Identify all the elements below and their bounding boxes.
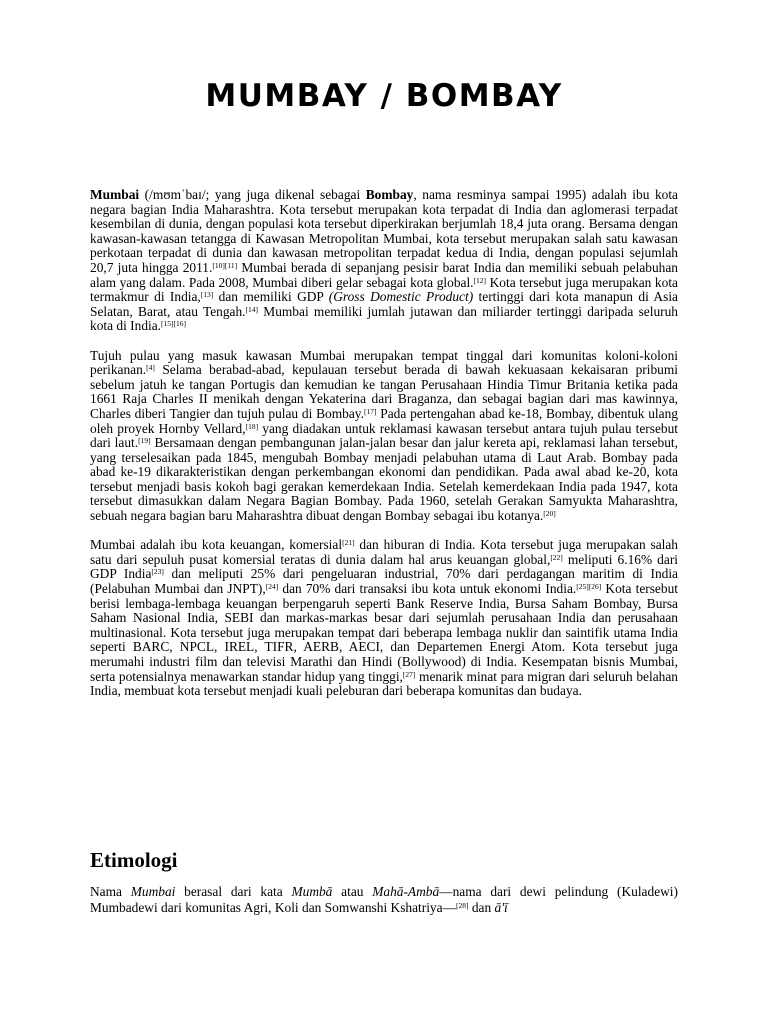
page-title: MUMBAY / BOMBAY <box>205 78 563 114</box>
citation-link[interactable]: [27] <box>402 669 416 679</box>
economy-paragraph: Mumbai adalah ibu kota keuangan, komersial[21] dan hiburan di India. Kota tersebut juga merupakan salah satu dari sepuluh pusat komersial teratas di dunia dalam hal arus keuangan global,[22] meliputi 6.16% dari GDP India[23] dan meliputi 25% dari pengeluaran industrial, 70% dari perdagangan maritim di India (Pelabuhan Mumbai dan JNPT),[24] dan 70% dari transaksi ibu kota untuk ekonomi India.[25][26] Kota tersebut berisi lembaga-lembaga keuangan berpengaruh seperti Bank Reserve India, Bursa Saham Bombay, Bursa Saham Nasional India, SEBI dan markas-markas besar dari sejumlah perusahaan India dan perusahaan multinasional. Kota tersebut juga merupakan tempat dari beberapa lembaga nuklir dan saintifik utama India seperti BARC, NPCL, IREL, TIFR, AERB, AECI, dan Departemen Energi Atom. Kota tersebut juga merumahi industri film dan televisi Marathi dan Hindi (Bollywood) di India. Kesempatan bisnis Mumbai, serta potensialnya menawarkan standar hidup yang tinggi,[27] menarik minat para migran dari seluruh belahan India, membuat kota tersebut menjadi kuali peleburan dari beberapa komunitas dan budaya. <box>90 537 679 699</box>
citation-link[interactable]: [22] <box>550 552 563 562</box>
citation-link[interactable]: [18] <box>245 421 259 431</box>
article-body <box>90 188 678 713</box>
citation-link[interactable]: [28] <box>455 901 469 910</box>
bold-term: Mumbai <box>90 187 140 202</box>
citation-link[interactable]: [21] <box>342 538 355 548</box>
citation-link[interactable]: [19] <box>138 436 151 446</box>
bold-term: Bombay <box>365 187 414 202</box>
citation-link[interactable]: [14] <box>245 304 259 314</box>
citation-link[interactable]: [17] <box>363 406 377 416</box>
italic-term: Mahā-Ambā <box>372 884 440 899</box>
italic-term: Mumbā <box>291 884 333 899</box>
etymology-paragraph: Nama Mumbai berasal dari kata Mumbā atau Mahā-Ambā—nama dari dewi pelindung (Kuladewi) Mumbadewi dari komunitas Agri, Koli dan Somwanshi Kshatriya—[28] dan ā'ī <box>90 884 678 915</box>
section-heading-etimologi: Etimologi <box>90 848 178 872</box>
citation-link[interactable]: [13] <box>200 290 214 300</box>
italic-term: Mumbai <box>130 884 176 899</box>
citation-link[interactable]: [24] <box>265 582 279 592</box>
citation-link[interactable]: [12] <box>473 275 487 285</box>
history-paragraph: Tujuh pulau yang masuk kawasan Mumbai merupakan tempat tinggal dari komunitas koloni-koloni perikanan.[4] Selama berabad-abad, kepulauan tersebut berada di bawah kekuasaan kekaisaran pribumi sebelum jatuh ke tangan Portugis dan kemudian ke tangan Perusahaan Hindia Timur Britania ketika pada 1661 Raja Charles II menikah dengan Yekaterina dari Braganza, dan sebagai bagian dari mas kawinnya, Charles diberi Tangier dan tujuh pulau di Bombay.[17] Pada pertengahan abad ke-18, Bombay, dibentuk ulang oleh proyek Hornby Vellard,[18] yang diadakan untuk reklamasi kawasan tersebut antara tujuh pulau tersebut dari laut.[19] Bersamaan dengan pembangunan jalan-jalan besar dan jalur kereta api, reklamasi lahan tersebut, yang terselesaikan pada 1845, mengubah Bombay menjadi pelabuhan utama di Laut Arab. Bombay pada abad ke-19 dikarakteristikan dengan perkembangan ekonomi dan pendidikan. Pada awal abad ke-20, kota tersebut menjadi basis kokoh bagi gerakan kemerdekaan India. Setelah kemerdekaan India pada 1947, kota tersebut dimasukkan dalam Negara Bagian Bombay. Pada 1960, setelah Gerakan Samyukta Maharashtra, sebuah negara bagian baru Maharashtra dibuat dengan Bombay sebagai ibu kotanya.[20] <box>90 347 678 524</box>
italic-term: ā'ī <box>494 900 508 915</box>
citation-link[interactable]: [4] <box>146 363 155 373</box>
intro-paragraph: Mumbai (/mʊmˈbaɪ/; yang juga dikenal sebagai Bombay, nama resminya sampai 1995) adalah ibu kota negara bagian India Maharashtra. Kota tersebut merupakan kota terpadat di India dan aglomerasi terpadat kesembilan di dunia, dengan populasi kota tersebut diperkirakan berjumlah 18,4 juta orang. Bersama dengan kawasan-kawasan tetangga di Kawasan Metropolitan Mumbai, kota tersebut merupakan salah satu kawasan perkotaan terpadat di dunia dan kawasan metropolitan terpadat kedua di India, dengan populasi sejumlah 20,7 juta hingga 2011.[10][11] Mumbai berada di sepanjang pesisir barat India dan memiliki sebuah pelabuhan alam yang dalam. Pada 2008, Mumbai diberi gelar sebagai kota global.[12] Kota tersebut juga merupakan kota termakmur di India,[13] dan memiliki GDP (Gross Domestic Product) tertinggi dari kota manapun di Asia Selatan, Barat, atau Tengah.[14] Mumbai memiliki jumlah jutawan dan miliarder tertinggi daripada seluruh kota di India.[15][16] <box>90 187 679 334</box>
citation-link[interactable]: [15][16] <box>161 319 187 329</box>
citation-link[interactable]: [20] <box>543 509 556 519</box>
citation-link[interactable]: [10][11] <box>212 260 238 270</box>
citation-link[interactable]: [25][26] <box>576 582 602 592</box>
italic-term: (Gross Domestic Product) <box>328 289 474 305</box>
citation-link[interactable]: [23] <box>151 567 164 577</box>
